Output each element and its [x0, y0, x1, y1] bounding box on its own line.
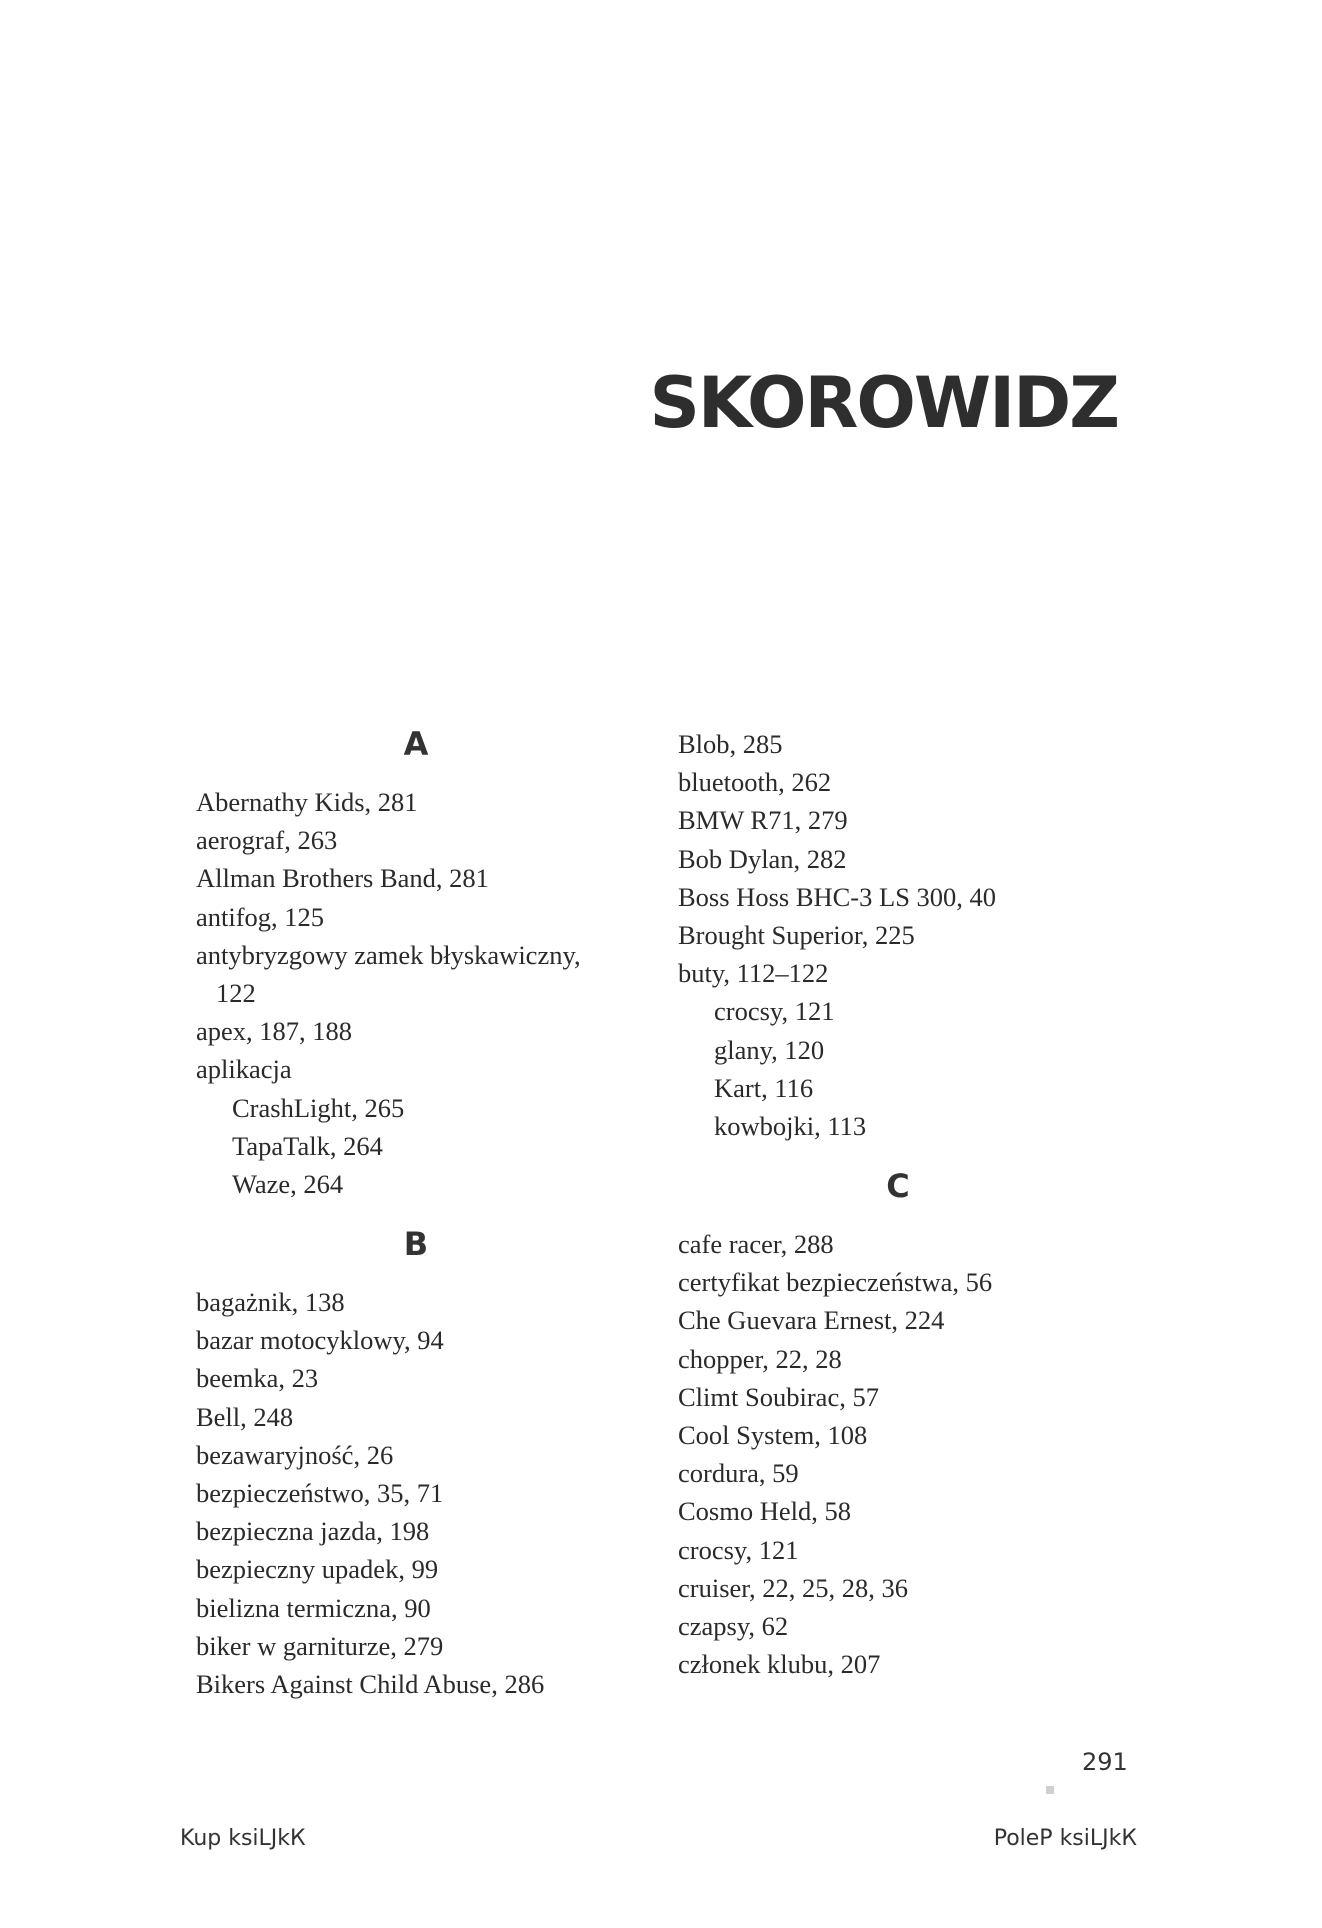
footer-link-recommend-book[interactable]: PoleР ksiLЈkК — [993, 1826, 1137, 1851]
page-marker-square — [1046, 1786, 1054, 1794]
index-entry: Abernathy Kids, 281 — [196, 787, 418, 817]
index-subentry: glany, 120 — [714, 1034, 825, 1065]
index-subentry: CrashLight, 265 — [232, 1092, 405, 1123]
section-letter-a: A — [403, 725, 429, 763]
index-subentry: TapaTalk, 264 — [232, 1130, 383, 1161]
index-entry: Cool System, 108 — [678, 1420, 868, 1450]
index-entry: biker w garniturze, 279 — [196, 1630, 444, 1661]
index-entry: bezawaryjność, 26 — [196, 1439, 394, 1470]
index-entry: cruiser, 22, 25, 28, 36 — [678, 1572, 909, 1603]
index-entry: antybryzgowy zamek błyskawiczny, — [196, 939, 581, 970]
index-entry: chopper, 22, 28 — [678, 1343, 842, 1374]
page-number: 291 — [1082, 1748, 1128, 1776]
index-entry: bagażnik, 138 — [196, 1287, 345, 1318]
index-entry: bielizna termiczna, 90 — [196, 1592, 431, 1623]
index-entry: crocsy, 121 — [678, 1534, 799, 1565]
index-entry: Bell, 248 — [196, 1401, 294, 1432]
index-entry: Brought Superior, 225 — [678, 919, 915, 950]
index-entry: bazar motocyklowy, 94 — [196, 1325, 444, 1356]
index-entry: certyfikat bezpieczeństwa, 56 — [678, 1267, 993, 1298]
index-entry: BMW R71, 279 — [678, 805, 848, 836]
index-subentry: crocsy, 121 — [714, 996, 835, 1027]
section-letter-c: C — [886, 1167, 910, 1206]
index-entry: członek klubu, 207 — [678, 1649, 881, 1680]
index-entry: bezpieczeństwo, 35, 71 — [196, 1478, 444, 1508]
index-entry: aplikacja — [196, 1054, 292, 1085]
index-entry: czapsy, 62 — [678, 1610, 789, 1641]
index-entry: Boss Hoss BHC-3 LS 300, 40 — [678, 881, 997, 912]
section-letter-b: B — [403, 1225, 429, 1264]
index-entry: antifog, 125 — [196, 901, 325, 932]
index-entry: Allman Brothers Band, 281 — [196, 863, 489, 894]
index-entry: Climt Soubirac, 57 — [678, 1381, 879, 1412]
index-column-left — [196, 725, 636, 1703]
index-entry: bezpieczny upadek, 99 — [196, 1554, 439, 1585]
index-subentry: Kart, 116 — [714, 1072, 814, 1103]
index-entry: Cosmo Held, 58 — [678, 1496, 851, 1527]
index-entry: buty, 112–122 — [678, 958, 829, 989]
index-entry: beemka, 23 — [196, 1363, 319, 1394]
index-entry: aerograf, 263 — [196, 825, 338, 856]
index-entry: cordura, 59 — [678, 1458, 799, 1489]
index-entry: Bob Dylan, 282 — [678, 843, 847, 874]
index-entry: Bikers Against Child Abuse, 286 — [196, 1668, 545, 1699]
index-column-right — [678, 725, 1138, 1683]
index-entry: Blob, 285 — [678, 729, 783, 759]
index-entry: apex, 187, 188 — [196, 1016, 353, 1047]
index-title: SKOROWIDZ — [649, 362, 1118, 444]
index-entry: bezpieczna jazda, 198 — [196, 1516, 430, 1547]
footer-link-buy-book[interactable]: Kup ksiLЈkК — [180, 1826, 306, 1851]
index-entry: Che Guevara Ernest, 224 — [678, 1305, 945, 1336]
index-subentry: kowbojki, 113 — [714, 1110, 867, 1141]
index-entry-continuation: 122 — [216, 977, 256, 1008]
index-entry: cafe racer, 288 — [678, 1229, 834, 1260]
index-subentry: Waze, 264 — [232, 1168, 344, 1199]
index-entry: bluetooth, 262 — [678, 767, 832, 798]
